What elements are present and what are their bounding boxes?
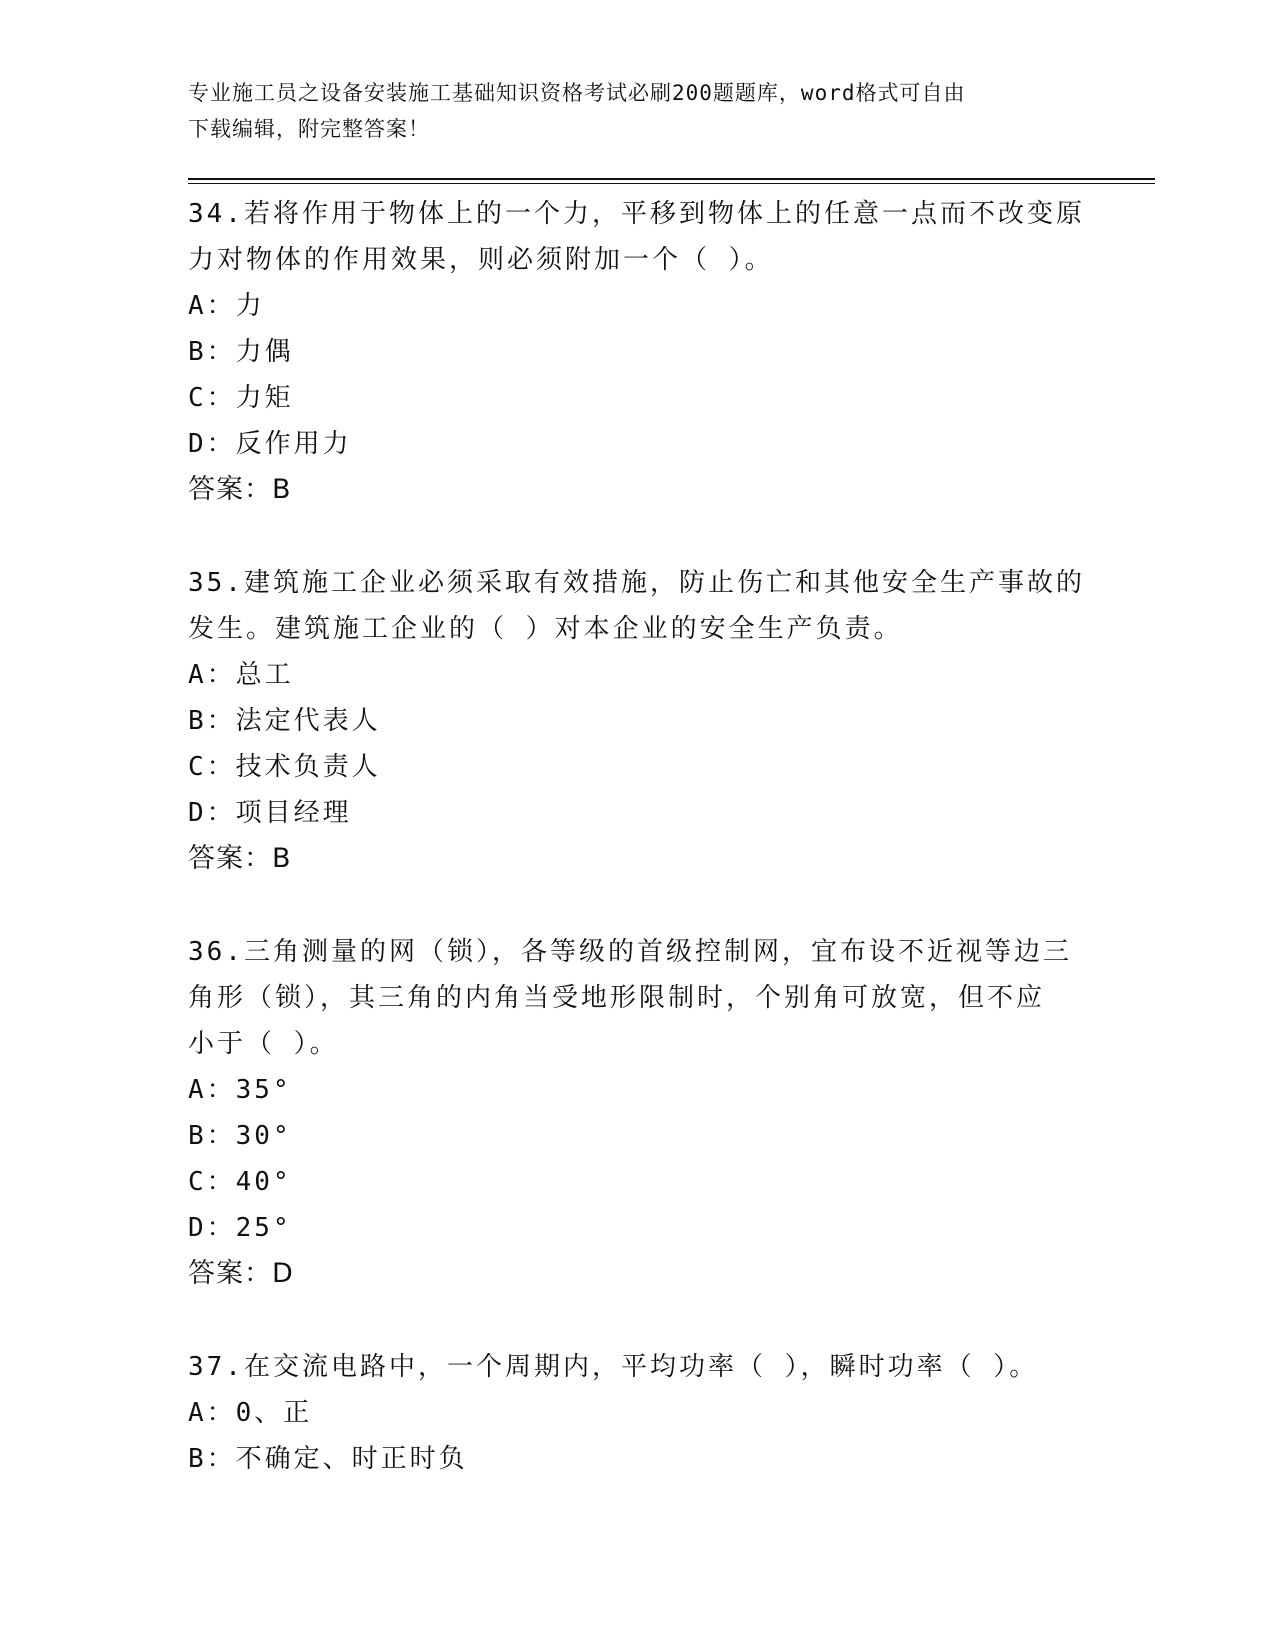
question-34 xyxy=(188,191,1088,513)
option-a: A：35° xyxy=(188,1075,292,1105)
option-d: D：项目经理 xyxy=(188,798,352,828)
question-37 xyxy=(188,1344,1088,1482)
option-c: C：40° xyxy=(188,1167,292,1197)
answer-line: 答案：D xyxy=(188,1258,294,1289)
question-36 xyxy=(188,929,1088,1297)
question-stem-line: 34.若将作用于物体上的一个力，平移到物体上的任意一点而不改变原 xyxy=(188,199,1085,229)
question-stem-line: 角形（锁），其三角的内角当受地形限制时，个别角可放宽，但不应 xyxy=(188,983,1046,1013)
option-b: B：法定代表人 xyxy=(188,706,381,736)
option-b: B：不确定、时正时负 xyxy=(188,1444,468,1474)
question-stem-line: 37.在交流电路中，一个周期内，平均功率（ ），瞬时功率（ ）。 xyxy=(188,1352,1039,1382)
option-c: C：力矩 xyxy=(188,383,294,413)
header-divider-thick xyxy=(188,178,1155,180)
option-b: B：力偶 xyxy=(188,337,294,367)
question-stem-line: 35.建筑施工企业必须采取有效措施，防止伤亡和其他安全生产事故的 xyxy=(188,568,1085,598)
header-line-1: 专业施工员之设备安装施工基础知识资格考试必刷200题题库，word格式可自由 xyxy=(188,81,966,105)
question-stem-line: 小于（ ）。 xyxy=(188,1029,339,1059)
question-stem-line: 发生。建筑施工企业的（ ）对本企业的安全生产负责。 xyxy=(188,614,903,644)
question-stem-line: 36.三角测量的网（锁），各等级的首级控制网，宜布设不近视等边三 xyxy=(188,937,1072,967)
answer-line: 答案：B xyxy=(188,474,292,505)
header-line-2: 下载编辑，附完整答案！ xyxy=(188,117,430,141)
question-stem-line: 力对物体的作用效果，则必须附加一个（ ）。 xyxy=(188,245,774,275)
answer-line: 答案：B xyxy=(188,843,292,874)
question-list xyxy=(188,191,1088,1529)
header-divider-thin xyxy=(188,183,1155,184)
option-a: A：0、正 xyxy=(188,1398,313,1428)
option-c: C：技术负责人 xyxy=(188,752,381,782)
document-header xyxy=(188,75,1068,147)
option-d: D：反作用力 xyxy=(188,429,352,459)
option-a: A：总工 xyxy=(188,660,294,690)
option-a: A：力 xyxy=(188,291,265,321)
question-35 xyxy=(188,560,1088,882)
option-b: B：30° xyxy=(188,1121,292,1151)
option-d: D：25° xyxy=(188,1213,292,1243)
